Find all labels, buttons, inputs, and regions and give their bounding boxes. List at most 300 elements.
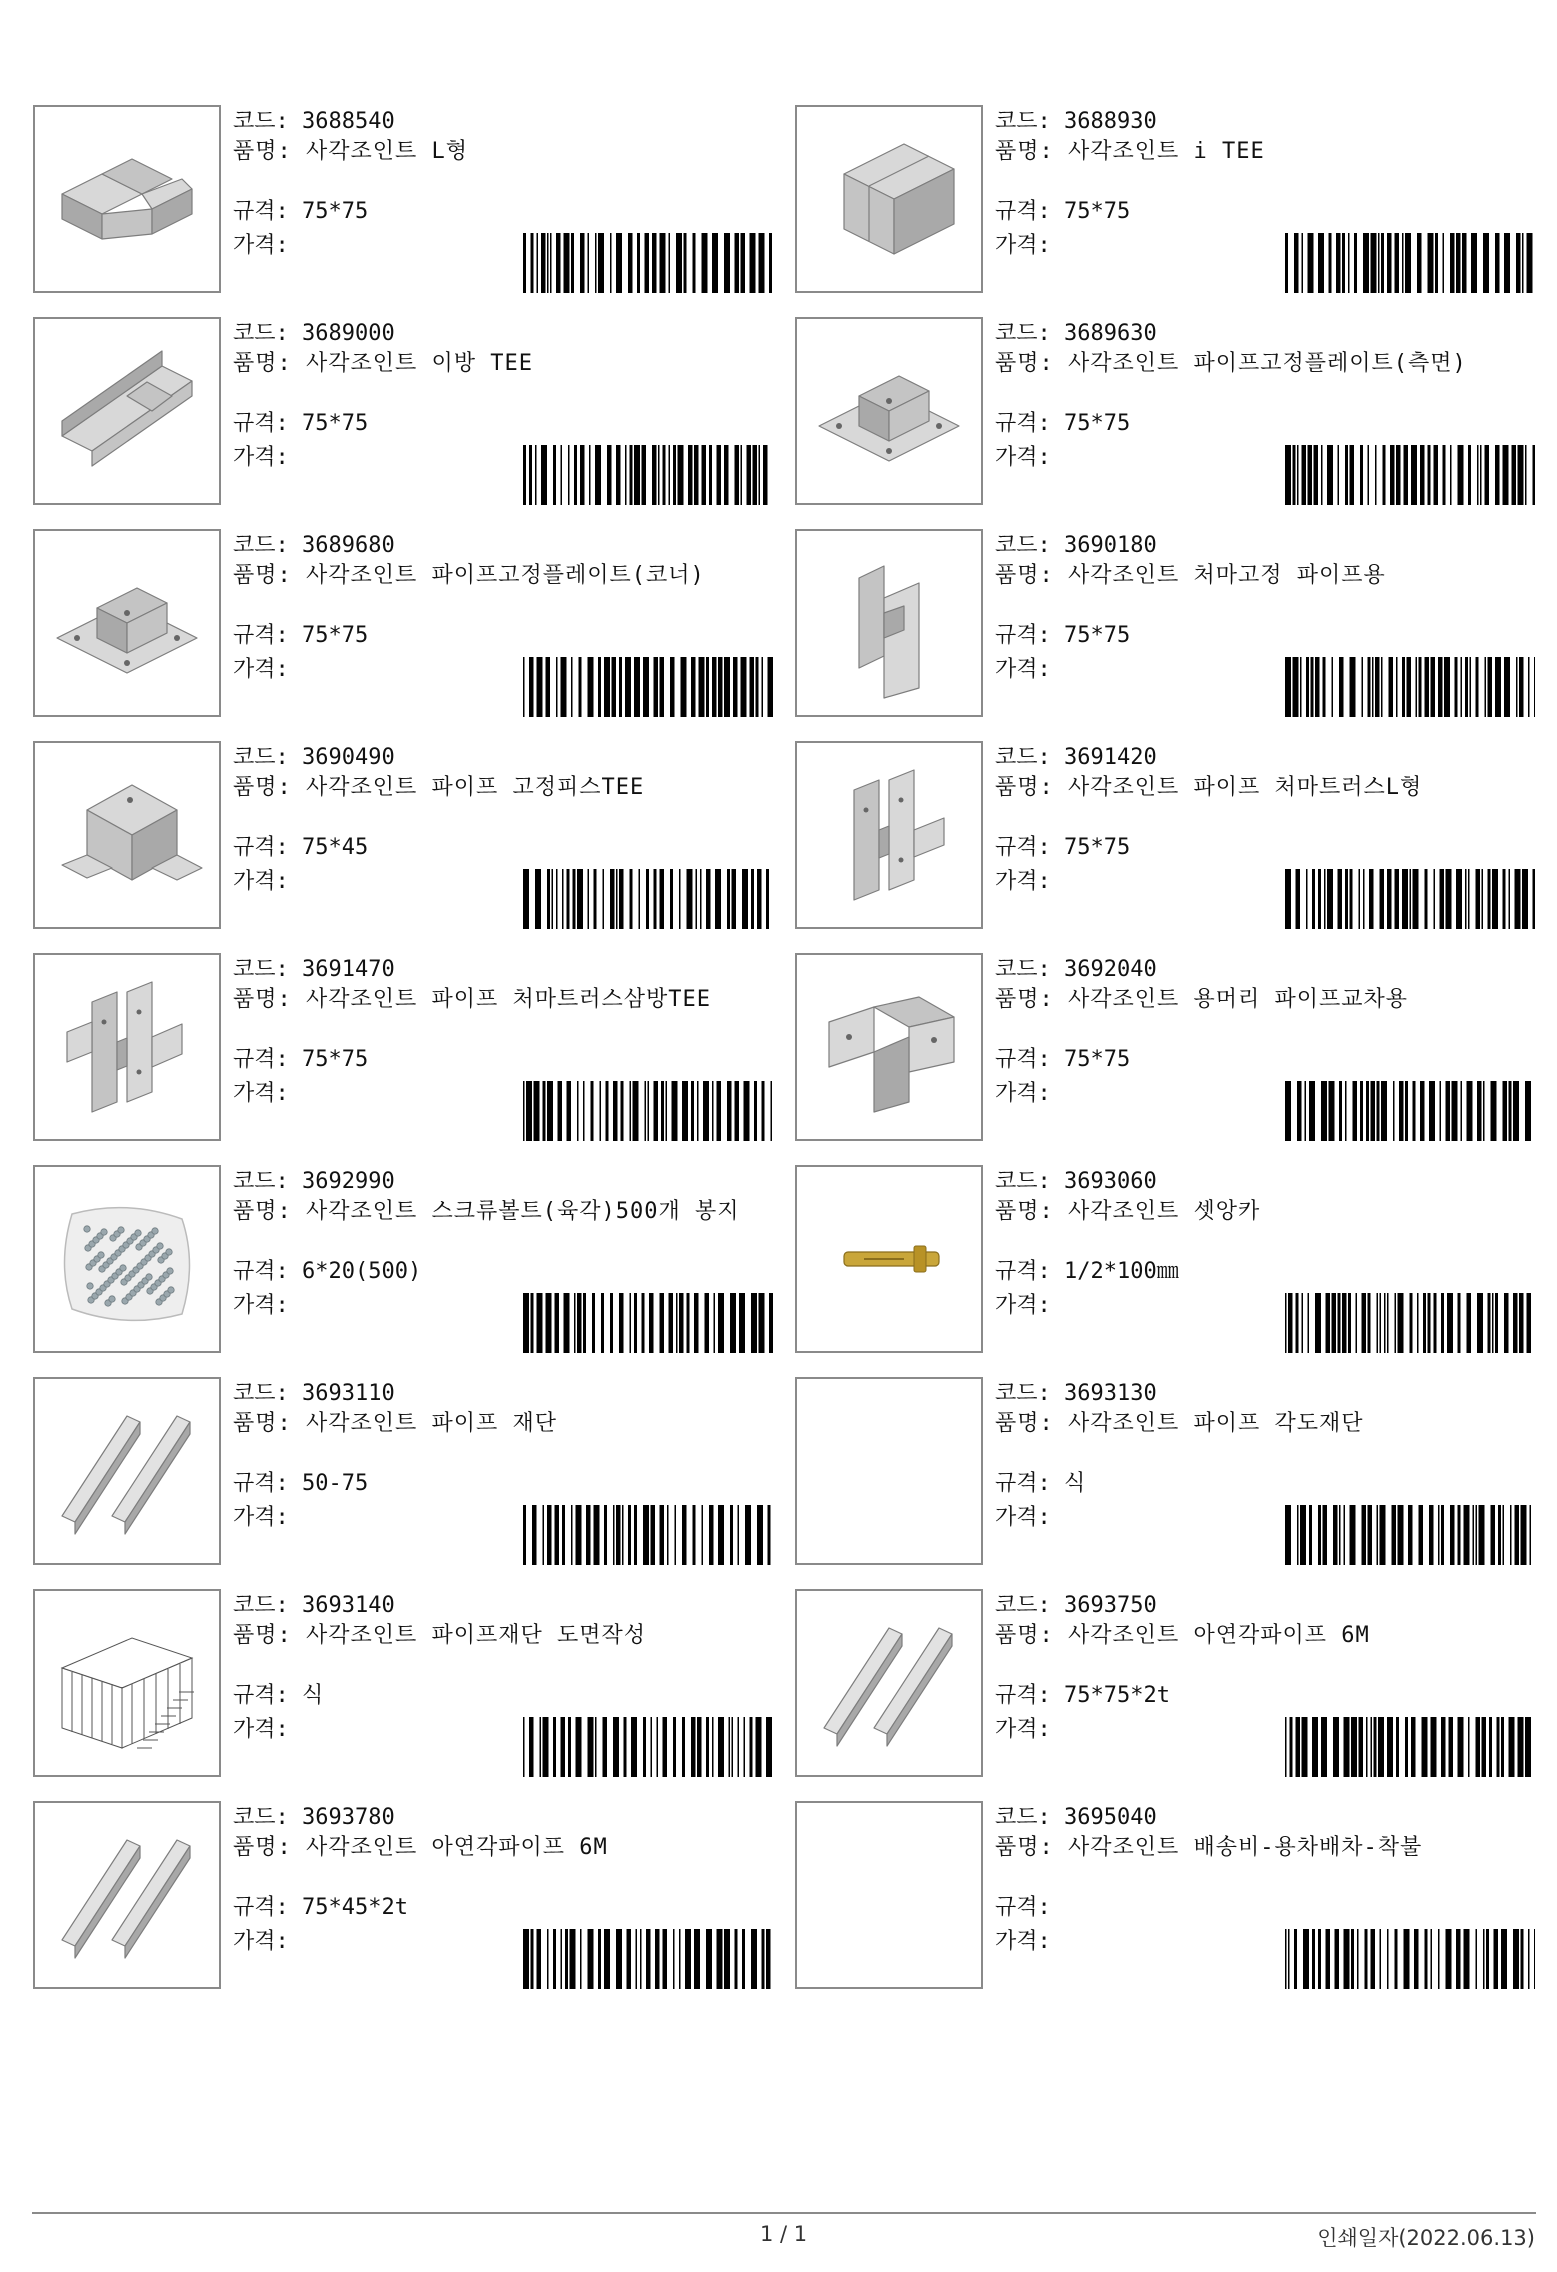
product-spec-label: 규격:	[233, 411, 289, 436]
product-spec: 75*45	[288, 835, 369, 860]
product-price-label: 가격:	[995, 1505, 1051, 1530]
barcode	[523, 657, 773, 717]
product-info	[233, 1165, 778, 1355]
product-code-label: 코드:	[233, 1593, 289, 1618]
square-pipes-icon	[42, 1810, 212, 1980]
product-spec-row	[995, 199, 1130, 225]
product-card	[795, 105, 1540, 295]
product-price-label: 가격:	[233, 1505, 289, 1530]
product-price-label: 가격:	[233, 445, 289, 470]
product-spec-row	[995, 835, 1130, 861]
product-price-row	[995, 1929, 1051, 1955]
product-spec: 75*75	[288, 199, 369, 224]
product-image	[33, 1377, 221, 1565]
base-plate-corner-icon	[42, 538, 212, 708]
product-code: 3693780	[288, 1805, 395, 1830]
product-name: 사각조인트 i TEE	[1053, 139, 1265, 164]
product-info	[995, 529, 1540, 719]
product-code-row	[233, 109, 395, 135]
product-code: 3690180	[1050, 533, 1157, 558]
product-code-row	[233, 1381, 395, 1407]
product-code-label: 코드:	[233, 957, 289, 982]
product-info	[233, 317, 778, 507]
square-pipes-icon	[804, 1598, 974, 1768]
product-name-label: 품명:	[233, 351, 292, 376]
product-code-label: 코드:	[995, 533, 1051, 558]
product-name-row	[995, 351, 1535, 377]
barcode	[523, 1505, 773, 1565]
product-spec-label: 규격:	[995, 1047, 1051, 1072]
product-spec-label: 규격:	[995, 623, 1051, 648]
product-price-row	[995, 233, 1051, 259]
product-code-label: 코드:	[995, 1593, 1051, 1618]
product-spec-row	[995, 1895, 1051, 1921]
product-spec-row	[233, 1259, 421, 1285]
product-spec: 식	[288, 1683, 324, 1708]
product-price-label: 가격:	[233, 1717, 289, 1742]
product-spec: 75*45*2t	[288, 1895, 408, 1920]
print-date: 인쇄일자(2022.06.13)	[1317, 2226, 1535, 2250]
product-name-row	[995, 775, 1535, 801]
product-code: 3692990	[288, 1169, 395, 1194]
product-code-label: 코드:	[233, 533, 289, 558]
saddle-bracket-icon	[42, 750, 212, 920]
barcode-icon	[1285, 1505, 1535, 1565]
product-spec-row	[233, 1895, 408, 1921]
product-code-row	[995, 109, 1157, 135]
product-info	[233, 1801, 778, 1991]
product-name: 사각조인트 파이프 고정피스TEE	[291, 775, 645, 800]
product-info	[995, 317, 1540, 507]
product-card	[795, 1377, 1540, 1567]
product-code-label: 코드:	[233, 745, 289, 770]
product-spec-row	[233, 1047, 368, 1073]
product-spec-label: 규격:	[995, 1683, 1051, 1708]
product-image	[33, 1801, 221, 1989]
product-name-row	[233, 1623, 773, 1649]
product-card	[795, 529, 1540, 719]
product-price-label: 가격:	[233, 233, 289, 258]
product-code-label: 코드:	[995, 1381, 1051, 1406]
product-info	[995, 1377, 1540, 1567]
product-card	[33, 1377, 778, 1567]
product-price-row	[995, 445, 1051, 471]
product-spec: 75*75	[1050, 199, 1131, 224]
product-spec-label: 규격:	[233, 1047, 289, 1072]
product-code-row	[995, 321, 1157, 347]
product-spec-label: 규격:	[233, 1471, 289, 1496]
product-price-row	[995, 657, 1051, 683]
product-name-row	[995, 1835, 1535, 1861]
product-card	[795, 1801, 1540, 1991]
product-card	[33, 529, 778, 719]
product-spec-row	[995, 1683, 1170, 1709]
product-name-row	[995, 563, 1535, 589]
product-info	[233, 1589, 778, 1779]
product-info	[233, 105, 778, 295]
product-image	[33, 529, 221, 717]
product-price-row	[995, 1293, 1051, 1319]
barcode-icon	[523, 1081, 773, 1141]
base-plate-side-icon	[804, 326, 974, 496]
product-code-row	[233, 1169, 395, 1195]
product-card	[33, 1801, 778, 1991]
product-code: 3689680	[288, 533, 395, 558]
product-spec-label: 규격:	[233, 835, 289, 860]
product-price-label: 가격:	[233, 1081, 289, 1106]
product-card	[33, 105, 778, 295]
product-spec-label: 규격:	[995, 199, 1051, 224]
barcode-icon	[523, 233, 773, 293]
product-name-label: 품명:	[995, 563, 1054, 588]
barcode-icon	[1285, 657, 1535, 717]
product-name-label: 품명:	[233, 139, 292, 164]
product-name: 사각조인트 아연각파이프 6M	[291, 1835, 608, 1860]
anchor-bolt-icon	[804, 1174, 974, 1344]
product-name: 사각조인트 스크류볼트(육각)500개 봉지	[291, 1199, 740, 1224]
product-name: 사각조인트 아연각파이프 6M	[1053, 1623, 1370, 1648]
channel-tee-icon	[42, 326, 212, 496]
product-spec: 50-75	[288, 1471, 369, 1496]
product-code-label: 코드:	[995, 957, 1051, 982]
product-code-label: 코드:	[233, 321, 289, 346]
product-code-label: 코드:	[233, 1381, 289, 1406]
product-price-row	[233, 1505, 289, 1531]
product-name-label: 품명:	[995, 775, 1054, 800]
product-image	[795, 317, 983, 505]
barcode	[1285, 1929, 1535, 1989]
product-info	[995, 1589, 1540, 1779]
barcode	[523, 869, 773, 929]
product-code-row	[995, 1805, 1157, 1831]
product-image	[795, 741, 983, 929]
product-code-label: 코드:	[995, 1805, 1051, 1830]
product-image	[33, 317, 221, 505]
product-spec-row	[233, 623, 368, 649]
product-name-label: 품명:	[995, 1411, 1054, 1436]
product-card	[33, 741, 778, 931]
product-image	[795, 1589, 983, 1777]
product-name: 사각조인트 용머리 파이프교차용	[1053, 987, 1409, 1012]
product-code: 3692040	[1050, 957, 1157, 982]
product-spec: 75*75*2t	[1050, 1683, 1170, 1708]
product-price-row	[233, 1929, 289, 1955]
product-spec-label: 규격:	[233, 199, 289, 224]
product-spec-row	[233, 1471, 368, 1497]
barcode	[1285, 1081, 1535, 1141]
product-price-label: 가격:	[233, 869, 289, 894]
product-card	[795, 953, 1540, 1143]
product-price-row	[995, 1717, 1051, 1743]
product-code-label: 코드:	[995, 1169, 1051, 1194]
product-spec-row	[995, 623, 1130, 649]
product-code: 3689000	[288, 321, 395, 346]
product-code-row	[995, 1381, 1157, 1407]
product-price-row	[233, 1081, 289, 1107]
product-spec: 75*75	[1050, 835, 1131, 860]
barcode-icon	[523, 1293, 773, 1353]
product-name-label: 품명:	[995, 1199, 1054, 1224]
product-name-label: 품명:	[995, 139, 1054, 164]
product-code-label: 코드:	[233, 109, 289, 134]
barcode	[1285, 1505, 1535, 1565]
product-image	[33, 953, 221, 1141]
product-price-label: 가격:	[995, 1717, 1051, 1742]
product-name: 사각조인트 이방 TEE	[291, 351, 533, 376]
product-price-row	[233, 1717, 289, 1743]
product-code-row	[233, 321, 395, 347]
product-code-row	[233, 745, 395, 771]
product-price-label: 가격:	[995, 233, 1051, 258]
product-image	[33, 741, 221, 929]
product-image	[795, 1165, 983, 1353]
i-tee-joint-icon	[804, 114, 974, 284]
product-name: 사각조인트 파이프재단 도면작성	[291, 1623, 647, 1648]
product-code-row	[233, 533, 395, 559]
product-name-row	[995, 1199, 1535, 1225]
product-info	[233, 741, 778, 931]
product-code-label: 코드:	[995, 321, 1051, 346]
product-code-row	[995, 957, 1157, 983]
square-pipes-icon	[42, 1386, 212, 1556]
product-code-label: 코드:	[995, 109, 1051, 134]
product-info	[995, 105, 1540, 295]
product-price-row	[233, 233, 289, 259]
barcode	[523, 1293, 773, 1353]
barcode-icon	[1285, 1717, 1535, 1777]
product-image	[795, 529, 983, 717]
product-name: 사각조인트 파이프고정플레이트(코너)	[291, 563, 705, 588]
product-code-row	[233, 957, 395, 983]
product-card	[795, 741, 1540, 931]
barcode-icon	[1285, 1929, 1535, 1989]
barcode	[1285, 445, 1535, 505]
barcode	[523, 1717, 773, 1777]
product-info	[995, 1165, 1540, 1355]
product-price-row	[233, 869, 289, 895]
product-price-label: 가격:	[233, 1929, 289, 1954]
product-spec-label: 규격:	[995, 1895, 1051, 1920]
barcode	[1285, 233, 1535, 293]
product-name-row	[233, 1411, 773, 1437]
product-name: 사각조인트 파이프 처마트러스L형	[1053, 775, 1423, 800]
eave-bracket-icon	[804, 538, 974, 708]
product-name: 사각조인트 배송비-용차배차-착불	[1053, 1835, 1423, 1860]
product-code: 3693060	[1050, 1169, 1157, 1194]
product-code-row	[995, 533, 1157, 559]
product-code: 3688930	[1050, 109, 1157, 134]
product-price-label: 가격:	[995, 1081, 1051, 1106]
product-price-row	[233, 657, 289, 683]
product-spec-row	[995, 411, 1130, 437]
product-name-row	[995, 1623, 1535, 1649]
product-spec: 75*75	[1050, 411, 1131, 436]
product-info	[995, 953, 1540, 1143]
product-code-row	[995, 1593, 1157, 1619]
product-price-label: 가격:	[233, 657, 289, 682]
barcode-icon	[1285, 445, 1535, 505]
product-name-label: 품명:	[233, 1835, 292, 1860]
barcode-icon	[523, 1717, 773, 1777]
barcode-icon	[1285, 869, 1535, 929]
product-name: 사각조인트 처마고정 파이프용	[1053, 563, 1386, 588]
product-spec: 75*75	[1050, 1047, 1131, 1072]
product-spec-label: 규격:	[233, 1683, 289, 1708]
product-image	[33, 105, 221, 293]
product-code: 3691470	[288, 957, 395, 982]
product-spec-row	[995, 1471, 1085, 1497]
product-name-row	[995, 139, 1535, 165]
product-name-row	[233, 139, 773, 165]
product-spec-row	[995, 1047, 1130, 1073]
barcode	[1285, 869, 1535, 929]
product-code: 3690490	[288, 745, 395, 770]
product-name-label: 품명:	[995, 987, 1054, 1012]
product-spec: 75*75	[288, 623, 369, 648]
product-price-label: 가격:	[995, 445, 1051, 470]
barcode-icon	[523, 1505, 773, 1565]
product-name: 사각조인트 L형	[291, 139, 468, 164]
truss-l-bracket-icon	[804, 750, 974, 920]
product-name-label: 품명:	[233, 563, 292, 588]
product-spec-label: 규격:	[233, 1259, 289, 1284]
product-code-label: 코드:	[233, 1169, 289, 1194]
product-code: 3693750	[1050, 1593, 1157, 1618]
footer-divider	[32, 2212, 1536, 2214]
barcode-icon	[523, 869, 773, 929]
product-spec-row	[233, 835, 368, 861]
product-card	[33, 1589, 778, 1779]
product-spec-label: 규격:	[995, 1259, 1051, 1284]
product-image	[795, 1377, 983, 1565]
truss-tee-bracket-icon	[42, 962, 212, 1132]
product-price-row	[995, 1505, 1051, 1531]
product-code: 3688540	[288, 109, 395, 134]
product-card	[795, 317, 1540, 507]
product-name-row	[233, 351, 773, 377]
barcode-icon	[523, 1929, 773, 1989]
product-code: 3695040	[1050, 1805, 1157, 1830]
barcode	[523, 1081, 773, 1141]
product-name-row	[995, 1411, 1535, 1437]
product-code: 3689630	[1050, 321, 1157, 346]
frame-drawing-icon	[42, 1598, 212, 1768]
barcode-icon	[1285, 233, 1535, 293]
product-spec-label: 규격:	[233, 1895, 289, 1920]
product-name-row	[233, 987, 773, 1013]
barcode	[523, 445, 773, 505]
product-code: 3693110	[288, 1381, 395, 1406]
product-price-row	[995, 869, 1051, 895]
screw-bag-icon	[42, 1174, 212, 1344]
product-spec: 1/2*100㎜	[1050, 1259, 1179, 1284]
product-name-row	[233, 1199, 773, 1225]
product-spec-row	[995, 1259, 1179, 1285]
product-card	[33, 953, 778, 1143]
product-price-label: 가격:	[995, 657, 1051, 682]
barcode-icon	[1285, 1081, 1535, 1141]
product-name-label: 품명:	[995, 1623, 1054, 1648]
product-name: 사각조인트 파이프 재단	[291, 1411, 558, 1436]
barcode	[523, 1929, 773, 1989]
page-number: 1 / 1	[760, 2222, 808, 2246]
barcode	[1285, 1293, 1535, 1353]
product-name-row	[233, 563, 773, 589]
product-name-label: 품명:	[995, 1835, 1054, 1860]
product-spec-row	[233, 199, 368, 225]
product-code-label: 코드:	[233, 1805, 289, 1830]
product-image	[795, 1801, 983, 1989]
product-spec: 6*20(500)	[288, 1259, 422, 1284]
product-spec: 75*75	[1050, 623, 1131, 648]
product-image	[33, 1165, 221, 1353]
product-info	[995, 741, 1540, 931]
product-name-label: 품명:	[233, 1411, 292, 1436]
product-info	[995, 1801, 1540, 1991]
product-name: 사각조인트 파이프고정플레이트(측면)	[1053, 351, 1467, 376]
barcode	[1285, 1717, 1535, 1777]
product-card	[795, 1165, 1540, 1355]
product-spec-label: 규격:	[233, 623, 289, 648]
product-info	[233, 529, 778, 719]
product-code: 3693140	[288, 1593, 395, 1618]
product-spec: 75*75	[288, 1047, 369, 1072]
product-info	[233, 953, 778, 1143]
product-spec: 75*75	[288, 411, 369, 436]
ridge-cross-bracket-icon	[804, 962, 974, 1132]
product-card	[33, 1165, 778, 1355]
product-info	[233, 1377, 778, 1567]
product-spec-row	[233, 411, 368, 437]
barcode-icon	[523, 445, 773, 505]
barcode	[523, 233, 773, 293]
barcode	[1285, 657, 1535, 717]
product-code-row	[233, 1593, 395, 1619]
product-name: 사각조인트 셋앙카	[1053, 1199, 1261, 1224]
product-price-label: 가격:	[233, 1293, 289, 1318]
l-joint-icon	[42, 114, 212, 284]
product-code-label: 코드:	[995, 745, 1051, 770]
product-price-label: 가격:	[995, 1293, 1051, 1318]
product-spec-row	[233, 1683, 323, 1709]
product-spec-label: 규격:	[995, 1471, 1051, 1496]
product-price-row	[995, 1081, 1051, 1107]
product-card	[795, 1589, 1540, 1779]
product-name-row	[233, 775, 773, 801]
product-code-row	[995, 745, 1157, 771]
product-spec: 식	[1050, 1471, 1086, 1496]
product-spec-label: 규격:	[995, 411, 1051, 436]
product-image	[795, 953, 983, 1141]
barcode-icon	[1285, 1293, 1535, 1353]
product-name-label: 품명:	[233, 1623, 292, 1648]
product-name-row	[995, 987, 1535, 1013]
product-code-row	[233, 1805, 395, 1831]
product-price-row	[233, 445, 289, 471]
product-card	[33, 317, 778, 507]
product-name-label: 품명:	[233, 1199, 292, 1224]
product-code: 3693130	[1050, 1381, 1157, 1406]
product-name-row	[233, 1835, 773, 1861]
product-name-label: 품명:	[233, 775, 292, 800]
product-name: 사각조인트 파이프 처마트러스삼방TEE	[291, 987, 712, 1012]
product-code: 3691420	[1050, 745, 1157, 770]
product-price-row	[233, 1293, 289, 1319]
product-image	[33, 1589, 221, 1777]
product-name-label: 품명:	[995, 351, 1054, 376]
barcode-icon	[523, 657, 773, 717]
product-name: 사각조인트 파이프 각도재단	[1053, 1411, 1364, 1436]
